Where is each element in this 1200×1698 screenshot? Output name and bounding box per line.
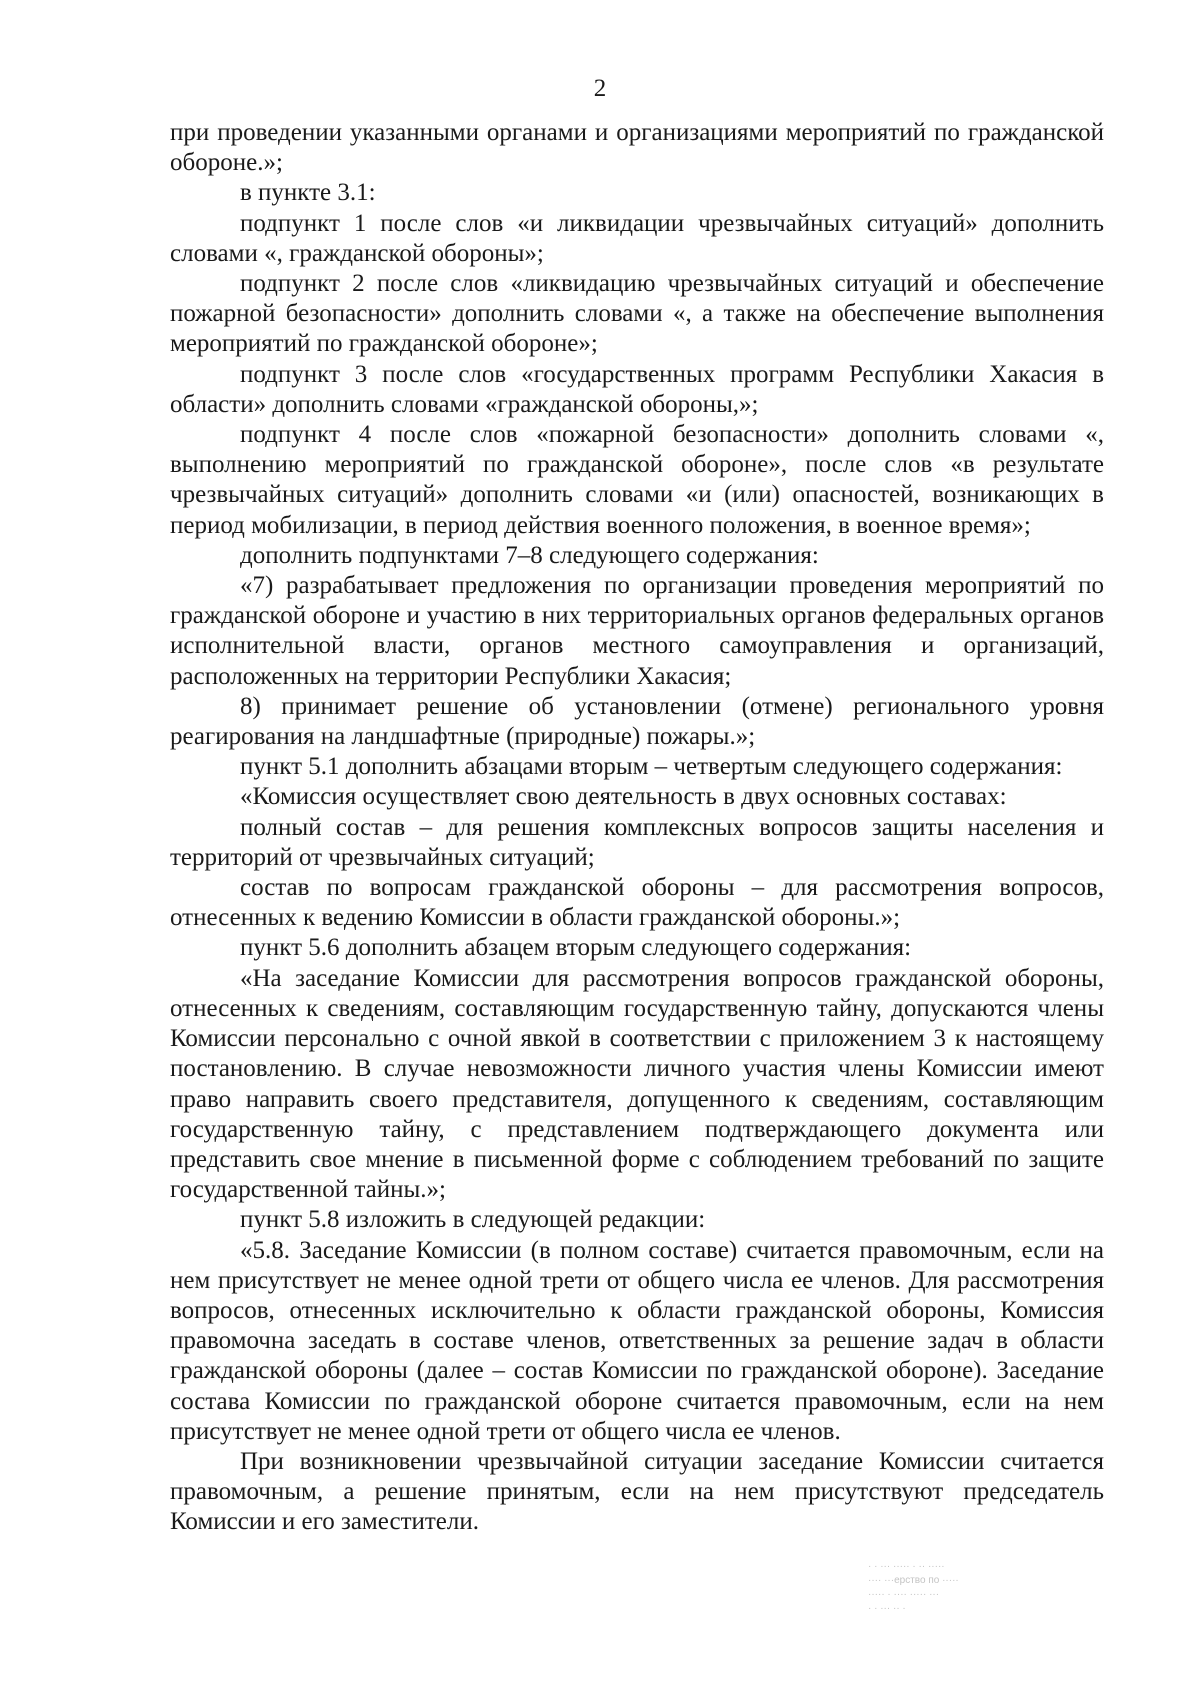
paragraph: При возникновении чрезвычайной ситуации заседание Комиссии считается правомочным, а решение принятым, если на нем присутствуют председатель Комиссии и его заместители. [170,1447,1104,1536]
paragraph: подпункт 4 после слов «пожарной безопасности» дополнить словами «, выполнению мероприятий по гражданской обороне», после слов «в результате чрезвычайных ситуаций» дополнить словами «и (или) опасностей, возникающих в период мобилизации, в период действия военного положения, в военное время»; [170,421,1104,539]
document-body [170,118,1104,1538]
stamp-line: · · ··· ····· · ·· ····· [868,1561,945,1572]
stamp-line: ····· · ···· ····· ··· [868,1589,940,1600]
paragraph: подпункт 2 после слов «ликвидацию чрезвычайных ситуаций и обеспечение пожарной безопасности» дополнить словами «, а также на обеспечение выполнения мероприятий по гражданской обороне»; [170,270,1104,358]
stamp-line: ···· ···ерство по ····· [868,1575,959,1586]
stamp-line: · · ··· ·· · [868,1603,906,1614]
paragraph: подпункт 1 после слов «и ликвидации чрезвычайных ситуаций» дополнить словами «, гражданской обороны»; [170,209,1104,267]
paragraph: 8) принимает решение об установлении (отмене) регионального уровня реагирования на ландшафтные (природные) пожары.»; [170,692,1104,751]
paragraph: пункт 5.8 изложить в следующей редакции: [240,1206,706,1234]
paragraph: пункт 5.6 дополнить абзацем вторым следующего содержания: [240,934,912,962]
paragraph: пункт 5.1 дополнить абзацами вторым – четвертым следующего содержания: [240,753,1063,781]
paragraph: «7) разрабатывает предложения по организации проведения мероприятий по гражданской обороне и участию в них территориальных органов федеральных органов исполнительной власти, органов местного самоуправления и организаций, расположенных на территории Республики Хакасия; [170,572,1104,690]
paragraph: состав по вопросам гражданской обороны – для рассмотрения вопросов, отнесенных к ведению Комиссии в области гражданской обороны.»; [170,874,1104,932]
paragraph: «На заседание Комиссии для рассмотрения вопросов гражданской обороны, отнесенных к сведениям, составляющим государственную тайну, допускаются члены Комиссии персонально с очной явкой в соответствии с приложением 3 к настоящему постановлению. В случае невозможности личного участия члены Комиссии имеют право направить своего представителя, допущенного к сведениям, составляющим государственную тайну, с представлением подтверждающего документа или представить свое мнение в письменной форме с соблюдением требований по защите государственной тайны.»; [170,964,1104,1204]
paragraph: «5.8. Заседание Комиссии (в полном составе) считается правомочным, если на нем присутствует не менее одной трети от общего числа ее членов. Для рассмотрения вопросов, отнесенных исключительно к области гражданской обороны, Комиссия правомочна заседать в составе членов, ответственных за решение задач в области гражданской обороны (далее – состав Комиссии по гражданской обороне). Заседание состава Комиссии по гражданской обороне считается правомочным, если на нем присутствует не менее одной трети от общего числа ее членов. [170,1236,1104,1445]
paragraph: «Комиссия осуществляет свою деятельность в двух основных составах: [240,783,1007,811]
paragraph: подпункт 3 после слов «государственных программ Республики Хакасия в области» дополнить словами «гражданской обороны,»; [170,360,1104,418]
paragraph: в пункте 3.1: [240,179,376,207]
faded-stamp [868,1560,1083,1650]
paragraph: при проведении указанными органами и организациями мероприятий по гражданской обороне.»; [170,119,1104,177]
paragraph: полный состав – для решения комплексных вопросов защиты населения и территорий от чрезвычайных ситуаций; [170,813,1104,871]
page-number: 2 [593,75,607,102]
paragraph: дополнить подпунктами 7–8 следующего содержания: [240,541,819,569]
